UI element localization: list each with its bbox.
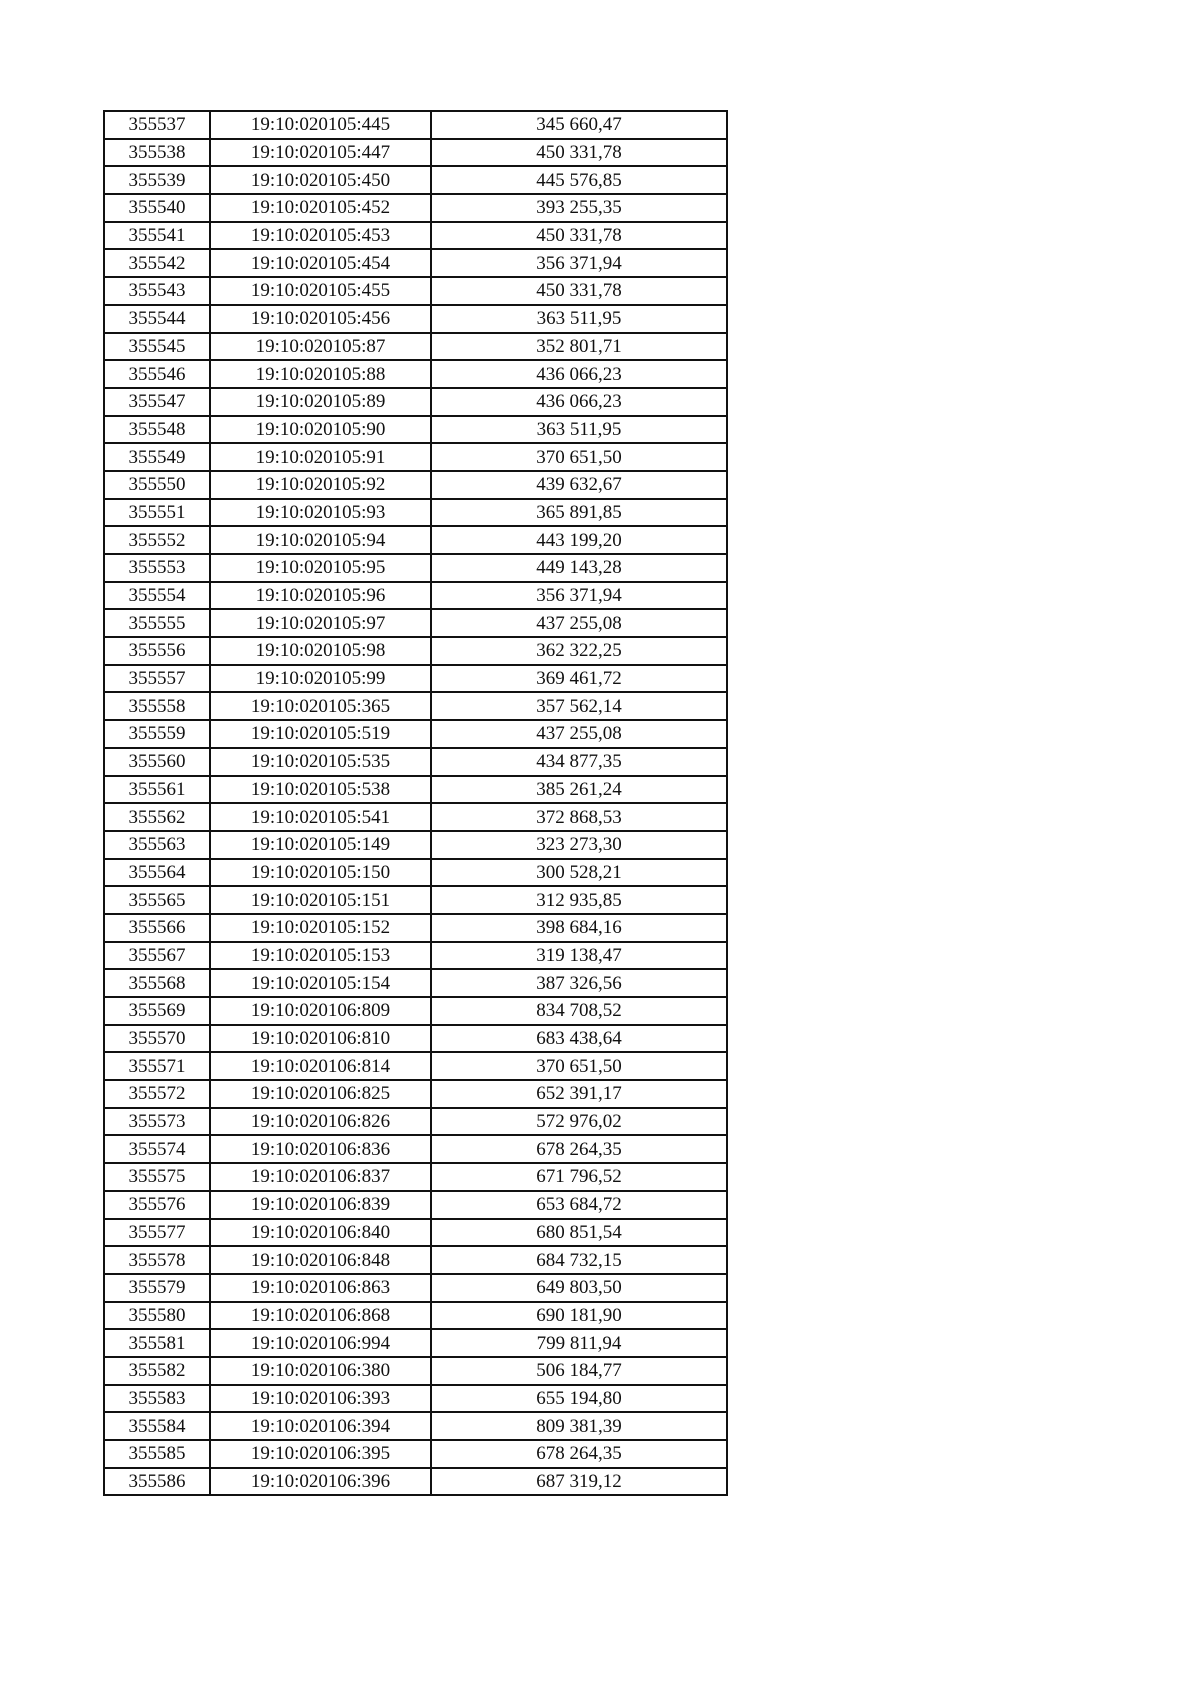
value-cell: 385 261,24: [431, 776, 727, 804]
table-row: [104, 1191, 727, 1219]
table-row: [104, 554, 727, 582]
row-number-cell: 355585: [104, 1440, 210, 1468]
table-row: [104, 166, 727, 194]
value-cell: 445 576,85: [431, 166, 727, 194]
row-number-cell: 355546: [104, 360, 210, 388]
table-row: [104, 831, 727, 859]
cadastral-number-cell: 19:10:020105:453: [210, 222, 431, 250]
cadastral-number-cell: 19:10:020105:519: [210, 720, 431, 748]
table-row: [104, 1219, 727, 1247]
row-number-cell: 355562: [104, 803, 210, 831]
value-cell: 362 322,25: [431, 637, 727, 665]
table-row: [104, 1135, 727, 1163]
row-number-cell: 355564: [104, 859, 210, 887]
table-row: [104, 1468, 727, 1496]
row-number-cell: 355558: [104, 692, 210, 720]
value-cell: 436 066,23: [431, 360, 727, 388]
cadastral-number-cell: 19:10:020105:365: [210, 692, 431, 720]
row-number-cell: 355553: [104, 554, 210, 582]
row-number-cell: 355573: [104, 1108, 210, 1136]
value-cell: 387 326,56: [431, 969, 727, 997]
cadastral-number-cell: 19:10:020105:452: [210, 194, 431, 222]
table-row: [104, 969, 727, 997]
row-number-cell: 355574: [104, 1135, 210, 1163]
row-number-cell: 355551: [104, 499, 210, 527]
cadastral-number-cell: 19:10:020105:92: [210, 471, 431, 499]
value-cell: 653 684,72: [431, 1191, 727, 1219]
row-number-cell: 355550: [104, 471, 210, 499]
row-number-cell: 355586: [104, 1468, 210, 1496]
cadastral-number-cell: 19:10:020105:93: [210, 499, 431, 527]
table-row: [104, 942, 727, 970]
row-number-cell: 355559: [104, 720, 210, 748]
value-cell: 393 255,35: [431, 194, 727, 222]
value-cell: 449 143,28: [431, 554, 727, 582]
table-row: [104, 360, 727, 388]
row-number-cell: 355576: [104, 1191, 210, 1219]
table-row: [104, 111, 727, 139]
row-number-cell: 355568: [104, 969, 210, 997]
value-cell: 684 732,15: [431, 1246, 727, 1274]
value-cell: 437 255,08: [431, 609, 727, 637]
cadastral-number-cell: 19:10:020106:809: [210, 997, 431, 1025]
row-number-cell: 355555: [104, 609, 210, 637]
table-row: [104, 1052, 727, 1080]
table-row: [104, 416, 727, 444]
row-number-cell: 355584: [104, 1412, 210, 1440]
row-number-cell: 355541: [104, 222, 210, 250]
cadastral-number-cell: 19:10:020106:836: [210, 1135, 431, 1163]
value-cell: 363 511,95: [431, 305, 727, 333]
row-number-cell: 355577: [104, 1219, 210, 1247]
cadastral-number-cell: 19:10:020105:450: [210, 166, 431, 194]
table-row: [104, 1163, 727, 1191]
value-cell: 372 868,53: [431, 803, 727, 831]
table-row: [104, 1274, 727, 1302]
cadastral-number-cell: 19:10:020105:98: [210, 637, 431, 665]
value-cell: 678 264,35: [431, 1135, 727, 1163]
cadastral-number-cell: 19:10:020105:152: [210, 914, 431, 942]
cadastral-number-cell: 19:10:020105:538: [210, 776, 431, 804]
table-row: [104, 692, 727, 720]
cadastral-number-cell: 19:10:020106:825: [210, 1080, 431, 1108]
row-number-cell: 355582: [104, 1357, 210, 1385]
value-cell: 319 138,47: [431, 942, 727, 970]
cadastral-number-cell: 19:10:020106:394: [210, 1412, 431, 1440]
cadastral-number-cell: 19:10:020105:90: [210, 416, 431, 444]
cadastral-number-cell: 19:10:020105:151: [210, 886, 431, 914]
table-row: [104, 139, 727, 167]
row-number-cell: 355572: [104, 1080, 210, 1108]
cadastral-number-cell: 19:10:020106:826: [210, 1108, 431, 1136]
table-row: [104, 277, 727, 305]
row-number-cell: 355566: [104, 914, 210, 942]
table-row: [104, 1246, 727, 1274]
row-number-cell: 355581: [104, 1329, 210, 1357]
table-row: [104, 1080, 727, 1108]
cadastral-number-cell: 19:10:020105:445: [210, 111, 431, 139]
table-row: [104, 997, 727, 1025]
table-row: [104, 748, 727, 776]
row-number-cell: 355539: [104, 166, 210, 194]
value-cell: 655 194,80: [431, 1385, 727, 1413]
cadastral-number-cell: 19:10:020106:863: [210, 1274, 431, 1302]
table-row: [104, 803, 727, 831]
row-number-cell: 355554: [104, 582, 210, 610]
table-row: [104, 914, 727, 942]
table-row: [104, 1329, 727, 1357]
row-number-cell: 355583: [104, 1385, 210, 1413]
cadastral-number-cell: 19:10:020106:380: [210, 1357, 431, 1385]
row-number-cell: 355543: [104, 277, 210, 305]
cadastral-number-cell: 19:10:020105:455: [210, 277, 431, 305]
table-row: [104, 1357, 727, 1385]
value-cell: 799 811,94: [431, 1329, 727, 1357]
table-row: [104, 526, 727, 554]
row-number-cell: 355571: [104, 1052, 210, 1080]
cadastral-number-cell: 19:10:020106:839: [210, 1191, 431, 1219]
row-number-cell: 355542: [104, 249, 210, 277]
value-cell: 450 331,78: [431, 222, 727, 250]
cadastral-number-cell: 19:10:020105:447: [210, 139, 431, 167]
row-number-cell: 355565: [104, 886, 210, 914]
cadastral-number-cell: 19:10:020106:994: [210, 1329, 431, 1357]
row-number-cell: 355552: [104, 526, 210, 554]
value-cell: 809 381,39: [431, 1412, 727, 1440]
value-cell: 687 319,12: [431, 1468, 727, 1496]
cadastral-number-cell: 19:10:020105:96: [210, 582, 431, 610]
row-number-cell: 355537: [104, 111, 210, 139]
table-row: [104, 1412, 727, 1440]
value-cell: 370 651,50: [431, 443, 727, 471]
table-row: [104, 637, 727, 665]
table-row: [104, 388, 727, 416]
table-row: [104, 443, 727, 471]
value-cell: 834 708,52: [431, 997, 727, 1025]
value-cell: 436 066,23: [431, 388, 727, 416]
value-cell: 352 801,71: [431, 333, 727, 361]
cadastral-number-cell: 19:10:020106:840: [210, 1219, 431, 1247]
value-cell: 439 632,67: [431, 471, 727, 499]
value-cell: 434 877,35: [431, 748, 727, 776]
row-number-cell: 355569: [104, 997, 210, 1025]
row-number-cell: 355561: [104, 776, 210, 804]
cadastral-number-cell: 19:10:020105:454: [210, 249, 431, 277]
table-row: [104, 582, 727, 610]
row-number-cell: 355563: [104, 831, 210, 859]
data-table: [103, 110, 728, 1496]
table-row: [104, 333, 727, 361]
table-body: [104, 111, 727, 1495]
table-row: [104, 609, 727, 637]
value-cell: 398 684,16: [431, 914, 727, 942]
row-number-cell: 355570: [104, 1025, 210, 1053]
table-row: [104, 194, 727, 222]
cadastral-number-cell: 19:10:020106:396: [210, 1468, 431, 1496]
value-cell: 690 181,90: [431, 1302, 727, 1330]
cadastral-number-cell: 19:10:020105:541: [210, 803, 431, 831]
cadastral-number-cell: 19:10:020106:868: [210, 1302, 431, 1330]
value-cell: 683 438,64: [431, 1025, 727, 1053]
row-number-cell: 355544: [104, 305, 210, 333]
table-row: [104, 222, 727, 250]
table-row: [104, 776, 727, 804]
cadastral-number-cell: 19:10:020105:99: [210, 665, 431, 693]
cadastral-number-cell: 19:10:020105:535: [210, 748, 431, 776]
value-cell: 345 660,47: [431, 111, 727, 139]
table-row: [104, 859, 727, 887]
value-cell: 443 199,20: [431, 526, 727, 554]
value-cell: 437 255,08: [431, 720, 727, 748]
value-cell: 370 651,50: [431, 1052, 727, 1080]
row-number-cell: 355579: [104, 1274, 210, 1302]
table-row: [104, 1302, 727, 1330]
value-cell: 572 976,02: [431, 1108, 727, 1136]
cadastral-number-cell: 19:10:020106:810: [210, 1025, 431, 1053]
cadastral-number-cell: 19:10:020106:837: [210, 1163, 431, 1191]
row-number-cell: 355549: [104, 443, 210, 471]
cadastral-number-cell: 19:10:020105:94: [210, 526, 431, 554]
table-row: [104, 665, 727, 693]
row-number-cell: 355545: [104, 333, 210, 361]
cadastral-number-cell: 19:10:020105:89: [210, 388, 431, 416]
row-number-cell: 355575: [104, 1163, 210, 1191]
value-cell: 649 803,50: [431, 1274, 727, 1302]
cadastral-number-cell: 19:10:020105:95: [210, 554, 431, 582]
row-number-cell: 355567: [104, 942, 210, 970]
value-cell: 506 184,77: [431, 1357, 727, 1385]
cadastral-number-cell: 19:10:020105:456: [210, 305, 431, 333]
value-cell: 300 528,21: [431, 859, 727, 887]
cadastral-number-cell: 19:10:020105:88: [210, 360, 431, 388]
table-row: [104, 249, 727, 277]
value-cell: 323 273,30: [431, 831, 727, 859]
value-cell: 357 562,14: [431, 692, 727, 720]
cadastral-number-cell: 19:10:020105:153: [210, 942, 431, 970]
table-row: [104, 1108, 727, 1136]
value-cell: 312 935,85: [431, 886, 727, 914]
row-number-cell: 355557: [104, 665, 210, 693]
value-cell: 450 331,78: [431, 277, 727, 305]
value-cell: 356 371,94: [431, 249, 727, 277]
cadastral-number-cell: 19:10:020105:154: [210, 969, 431, 997]
table-row: [104, 499, 727, 527]
cadastral-number-cell: 19:10:020106:393: [210, 1385, 431, 1413]
table-row: [104, 1385, 727, 1413]
value-cell: 365 891,85: [431, 499, 727, 527]
value-cell: 363 511,95: [431, 416, 727, 444]
cadastral-number-cell: 19:10:020105:149: [210, 831, 431, 859]
row-number-cell: 355547: [104, 388, 210, 416]
cadastral-number-cell: 19:10:020106:848: [210, 1246, 431, 1274]
value-cell: 450 331,78: [431, 139, 727, 167]
row-number-cell: 355548: [104, 416, 210, 444]
row-number-cell: 355538: [104, 139, 210, 167]
table-row: [104, 1025, 727, 1053]
table-row: [104, 305, 727, 333]
value-cell: 678 264,35: [431, 1440, 727, 1468]
row-number-cell: 355540: [104, 194, 210, 222]
table-row: [104, 1440, 727, 1468]
cadastral-number-cell: 19:10:020105:87: [210, 333, 431, 361]
cadastral-number-cell: 19:10:020105:150: [210, 859, 431, 887]
value-cell: 369 461,72: [431, 665, 727, 693]
table-row: [104, 720, 727, 748]
row-number-cell: 355556: [104, 637, 210, 665]
table-row: [104, 471, 727, 499]
row-number-cell: 355560: [104, 748, 210, 776]
cadastral-number-cell: 19:10:020106:395: [210, 1440, 431, 1468]
value-cell: 680 851,54: [431, 1219, 727, 1247]
cadastral-number-cell: 19:10:020106:814: [210, 1052, 431, 1080]
cadastral-number-cell: 19:10:020105:91: [210, 443, 431, 471]
value-cell: 652 391,17: [431, 1080, 727, 1108]
row-number-cell: 355580: [104, 1302, 210, 1330]
table-row: [104, 886, 727, 914]
value-cell: 356 371,94: [431, 582, 727, 610]
cadastral-number-cell: 19:10:020105:97: [210, 609, 431, 637]
value-cell: 671 796,52: [431, 1163, 727, 1191]
row-number-cell: 355578: [104, 1246, 210, 1274]
